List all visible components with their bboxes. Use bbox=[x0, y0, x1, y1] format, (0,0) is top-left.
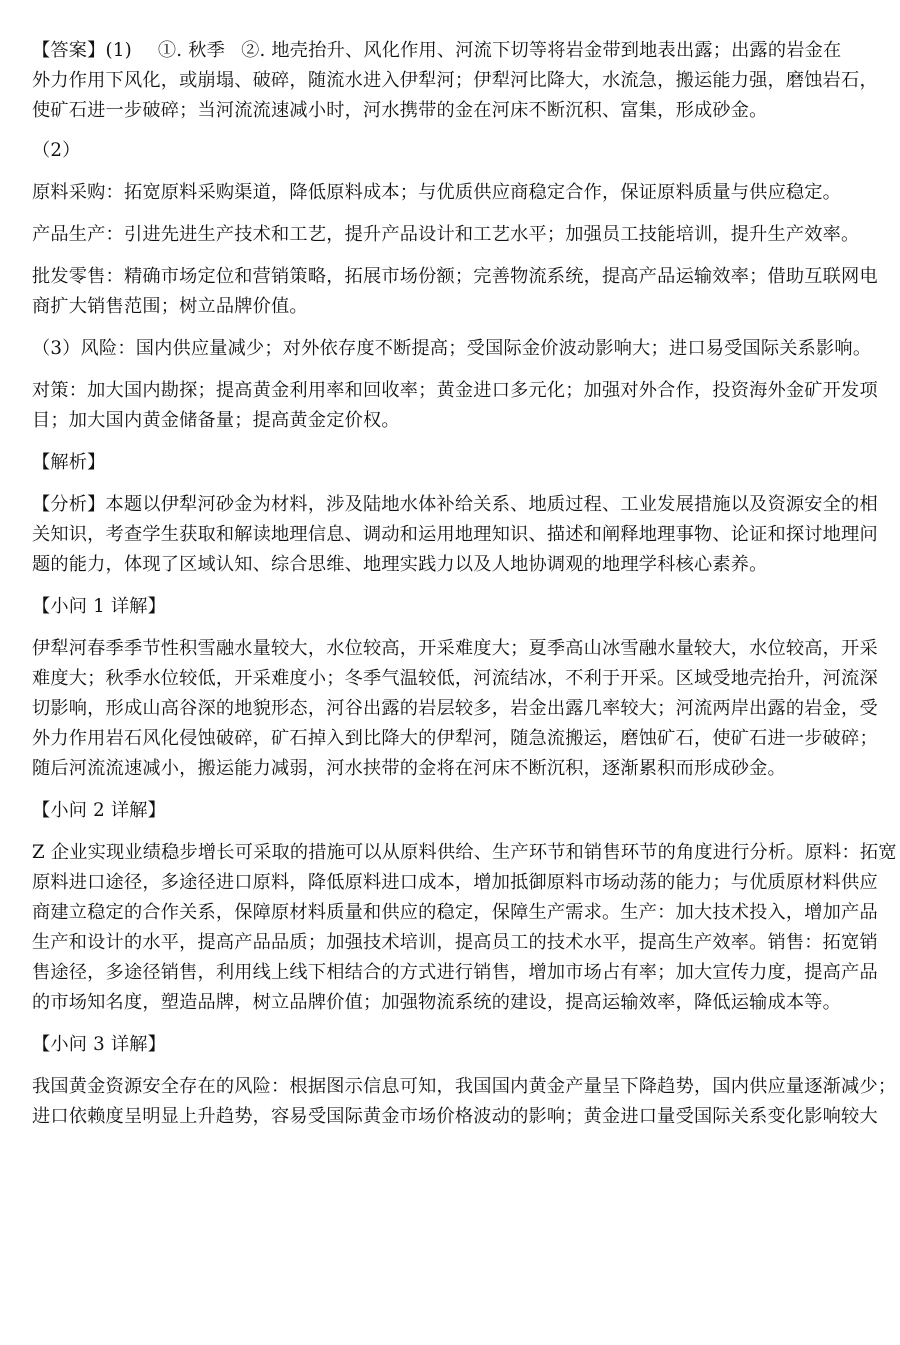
sub-question-3-title: 【小问 3 详解】 bbox=[32, 1034, 167, 1055]
sub-question-2-line: 商建立稳定的合作关系，保障原材料质量和供应的稳定，保障生产需求。生产：加大技术投入，增加产品 bbox=[32, 902, 878, 923]
answer-q2-line: 批发零售：精确市场定位和营销策略，拓展市场份额；完善物流系统，提高产品运输效率；借助互联网电 bbox=[32, 266, 878, 287]
sub-question-1-title: 【小问 1 详解】 bbox=[32, 596, 167, 617]
sub-question-3-line: 我国黄金资源安全存在的风险：根据图示信息可知，我国国内黄金产量呈下降趋势，国内供应量逐渐减少； bbox=[32, 1076, 897, 1097]
sub-question-1-line: 外力作用岩石风化侵蚀破碎，矿石掉入到比降大的伊犁河，随急流搬运，磨蚀矿石，使矿石进一步破碎； bbox=[32, 728, 878, 749]
answer-q1-line: 使矿石进一步破碎；当河流流速减小时，河水携带的金在河床不断沉积、富集，形成砂金。 bbox=[32, 100, 768, 121]
sub-question-2-line: Z 企业实现业绩稳步增长可采取的措施可以从原料供给、生产环节和销售环节的角度进行分析。原料：拓宽 bbox=[32, 842, 897, 863]
answer-q2-line: 商扩大销售范围；树立品牌价值。 bbox=[32, 296, 308, 317]
analysis-intro-line: 【分析】本题以伊犁河砂金为材料，涉及陆地水体补给关系、地质过程、工业发展措施以及资源安全的相 bbox=[32, 494, 878, 515]
analysis-intro-line: 题的能力，体现了区域认知、综合思维、地理实践力以及人地协调观的地理学科核心素养。 bbox=[32, 554, 768, 575]
answer-q2-line: 产品生产：引进先进生产技术和工艺，提升产品设计和工艺水平；加强员工技能培训，提升生产效率。 bbox=[32, 224, 860, 245]
sub-question-2-line: 生产和设计的水平，提高产品品质；加强技术培训，提高员工的技术水平，提高生产效率。销售：拓宽销 bbox=[32, 932, 878, 953]
sub-question-2-line: 售途径，多途径销售，利用线上线下相结合的方式进行销售，增加市场占有率；加大宣传力度，提高产品 bbox=[32, 962, 878, 983]
sub-question-1-line: 难度大；秋季水位较低，开采难度小；冬季气温较低，河流结冰，不利于开采。区域受地壳抬升，河流深 bbox=[32, 668, 878, 689]
answer-q3-line: 目；加大国内黄金储备量；提高黄金定价权。 bbox=[32, 410, 400, 431]
sub-question-1-line: 伊犁河春季季节性积雪融水量较大，水位较高，开采难度大；夏季高山冰雪融水量较大，水位较高，开采 bbox=[32, 638, 878, 659]
answer-q2-label: （2） bbox=[32, 140, 81, 161]
sub-question-1-line: 随后河流流速减小，搬运能力减弱，河水挟带的金将在河床不断沉积，逐渐累积而形成砂金。 bbox=[32, 758, 786, 779]
answer-q3-line: （3）风险：国内供应量减少；对外依存度不断提高；受国际金价波动影响大；进口易受国际关系影响。 bbox=[32, 338, 872, 359]
sub-question-3-line: 进口依赖度呈明显上升趋势，容易受国际黄金市场价格波动的影响；黄金进口量受国际关系变化影响较大 bbox=[32, 1106, 878, 1127]
answer-q1-line: 外力作用下风化，或崩塌、破碎，随流水进入伊犁河；伊犁河比降大，水流急，搬运能力强，磨蚀岩石， bbox=[32, 70, 878, 91]
q1-point-2: ②. 地壳抬升、风化作用、河流下切等将岩金带到地表出露；出露的岩金在 bbox=[241, 40, 842, 61]
q1-point-1: ①. 秋季 bbox=[157, 40, 226, 61]
sub-question-2-line: 的市场知名度，塑造品牌，树立品牌价值；加强物流系统的建设，提高运输效率，降低运输成本等。 bbox=[32, 992, 842, 1013]
sub-question-1-line: 切影响，形成山高谷深的地貌形态，河谷出露的岩层较多，岩金出露几率较大；河流两岸出露的岩金，受 bbox=[32, 698, 878, 719]
analysis-intro-line: 关知识，考查学生获取和解读地理信息、调动和运用地理知识、描述和阐释地理事物、论证和探讨地理问 bbox=[32, 524, 878, 545]
answer-header: 【答案】(1) bbox=[32, 40, 132, 61]
analysis-title: 【解析】 bbox=[32, 452, 106, 473]
answer-q2-line: 原料采购：拓宽原料采购渠道，降低原料成本；与优质供应商稳定合作，保证原料质量与供应稳定。 bbox=[32, 182, 842, 203]
sub-question-2-title: 【小问 2 详解】 bbox=[32, 800, 167, 821]
answer-q1-first-line bbox=[32, 36, 868, 66]
sub-question-2-line: 原料进口途径，多途径进口原料，降低原料进口成本，增加抵御原料市场动荡的能力；与优质原材料供应 bbox=[32, 872, 878, 893]
answer-q3-line: 对策：加大国内勘探；提高黄金利用率和回收率；黄金进口多元化；加强对外合作，投资海外金矿开发项 bbox=[32, 380, 878, 401]
